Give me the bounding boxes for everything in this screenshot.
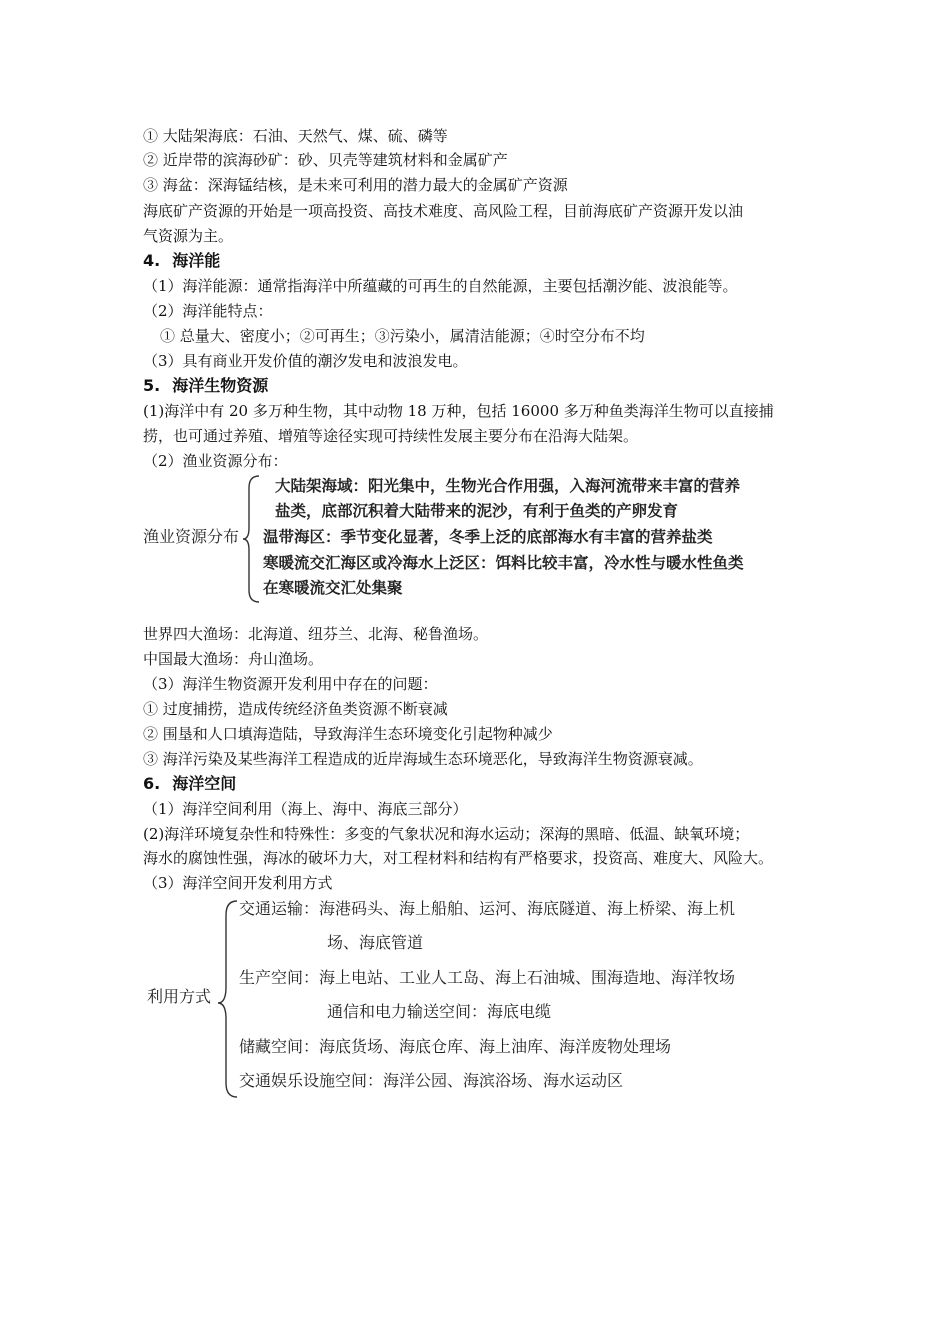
mineral-note-line-1: 海底矿产资源的开始是一项高投资、高技术难度、高风险工程，目前海底矿产资源开发以油	[143, 202, 744, 220]
energy-point-3: （3）具有商业开发价值的潮汐发电和波浪发电。	[143, 352, 468, 370]
bio-point-1-line-2: 捞，也可通过养殖、增殖等途径实现可持续性发展主要分布在沿海大陆架。	[143, 427, 639, 445]
china-fishery: 中国最大渔场：舟山渔场。	[143, 650, 324, 668]
mineral-item-2: ② 近岸带的滨海砂矿：砂、贝壳等建筑材料和金属矿产	[143, 151, 508, 169]
bio-problem-2: ② 围垦和人口填海造陆，导致海洋生态环境变化引起物种减少	[143, 725, 553, 743]
mineral-item-1: ① 大陆架海底：石油、天然气、煤、硫、磷等	[143, 127, 448, 145]
space-point-2-line-1: (2)海洋环境复杂性和特殊性：多变的气象状况和海水运动；深海的黑暗、低温、缺氧环境；	[143, 825, 750, 843]
fishery-line-2: 盐类，底部沉积着大陆带来的泥沙，有利于鱼类的产卵发育	[275, 502, 679, 520]
mineral-note-line-2: 气资源为主。	[143, 227, 234, 245]
bio-problem-1: ① 过度捕捞，造成传统经济鱼类资源不断衰减	[143, 700, 448, 718]
fishery-distribution-diagram	[143, 472, 803, 608]
fishery-line-1: 大陆架海域：阳光集中，生物光合作用强，入海河流带来丰富的营养	[275, 477, 741, 495]
section-heading-energy	[143, 249, 220, 273]
fishery-line-4: 寒暖流交汇海区或冷海水上泛区：饵料比较丰富，冷水性与暖水性鱼类	[263, 554, 744, 572]
mineral-item-3: ③ 海盆：深海锰结核，是未来可利用的潜力最大的金属矿产资源	[143, 176, 568, 194]
fishery-line-5: 在寒暖流交汇处集聚	[263, 579, 403, 597]
section-title: 海洋空间	[172, 774, 237, 793]
usage-transport-line-2: 场、海底管道	[327, 933, 424, 952]
usage-production: 生产空间：海上电站、工业人工岛、海上石油城、围海造地、海洋牧场	[239, 968, 736, 987]
diagram-label: 渔业资源分布	[143, 527, 240, 546]
brace-icon	[241, 474, 261, 604]
bio-point-2: （2）渔业资源分布：	[143, 452, 288, 470]
bio-point-3: （3）海洋生物资源开发利用中存在的问题：	[143, 675, 438, 693]
fishery-line-3: 温带海区：季节变化显著，冬季上泛的底部海水有丰富的营养盐类	[263, 528, 713, 546]
section-number: 6.	[143, 774, 161, 793]
section-heading-space	[143, 772, 236, 796]
space-point-3: （3）海洋空间开发利用方式	[143, 874, 333, 892]
usage-transport-line-1: 交通运输：海港码头、海上船舶、运河、海底隧道、海上桥梁、海上机	[239, 899, 736, 918]
diagram-label: 利用方式	[147, 987, 212, 1006]
space-point-2-line-2: 海水的腐蚀性强，海冰的破坏力大，对工程材料和结构有严格要求，投资高、难度大、风险大。	[143, 849, 774, 867]
section-title: 海洋能	[172, 251, 221, 270]
usage-storage: 储藏空间：海底货场、海底仓库、海上油库、海洋废物处理场	[239, 1037, 672, 1056]
world-fisheries: 世界四大渔场：北海道、纽芬兰、北海、秘鲁渔场。	[143, 625, 489, 643]
usage-communication: 通信和电力输送空间：海底电缆	[327, 1002, 552, 1021]
usage-recreation: 交通娱乐设施空间：海洋公园、海滨浴场、海水运动区	[239, 1071, 624, 1090]
section-heading-bio	[143, 374, 268, 398]
space-point-1: （1）海洋空间利用（海上、海中、海底三部分）	[143, 800, 468, 818]
bio-point-1-line-1: (1)海洋中有 20 多万种生物，其中动物 18 万种，包括 16000 多万种鱼类海洋生物可以直接捕	[143, 402, 774, 420]
brace-icon	[215, 899, 239, 1099]
section-title: 海洋生物资源	[172, 376, 269, 395]
energy-point-2: （2）海洋能特点：	[143, 302, 273, 320]
bio-problem-3: ③ 海洋污染及某些海洋工程造成的近岸海域生态环境恶化，导致海洋生物资源衰减。	[143, 750, 703, 768]
energy-features: ① 总量大、密度小；②可再生；③污染小，属清洁能源；④时空分布不均	[160, 327, 645, 345]
space-usage-diagram	[143, 893, 823, 1103]
section-number: 4.	[143, 251, 161, 270]
section-number: 5.	[143, 376, 161, 395]
energy-point-1: （1）海洋能源：通常指海洋中所蕴藏的可再生的自然能源，主要包括潮汐能、波浪能等。	[143, 277, 738, 295]
